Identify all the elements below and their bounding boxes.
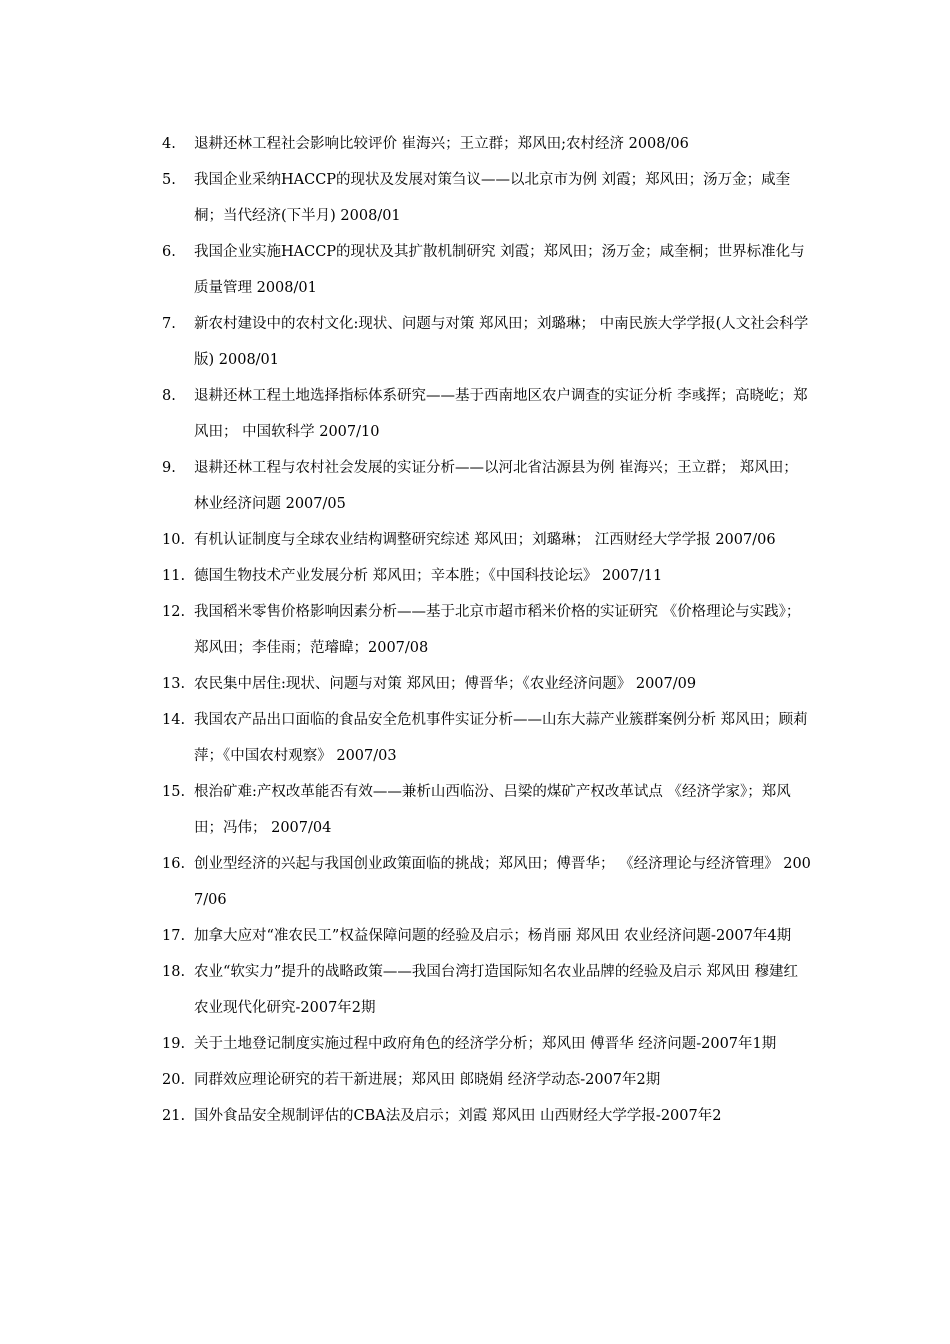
reference-item (162, 1026, 812, 1062)
reference-list (162, 126, 812, 1134)
reference-text: 退耕还林工程社会影响比较评价 崔海兴；王立群；郑风田;农村经济 2008/06 (194, 136, 689, 152)
reference-text: 我国企业实施HACCP的现状及其扩散机制研究 刘霞；郑风田；汤万金；咸奎桐；世界标准化与质量管理 2008/01 (194, 244, 805, 296)
reference-number: 12. (162, 604, 186, 620)
reference-item (162, 846, 812, 918)
reference-number: 9. (162, 460, 176, 476)
reference-item (162, 954, 812, 1026)
reference-text: 加拿大应对“准农民工”权益保障问题的经验及启示；杨肖丽 郑风田 农业经济问题-2007年4期 (194, 928, 792, 944)
reference-text: 国外食品安全规制评估的CBA法及启示；刘霞 郑风田 山西财经大学学报-2007年2 (194, 1108, 722, 1124)
reference-number: 21. (162, 1108, 186, 1124)
reference-item (162, 774, 812, 846)
reference-text: 有机认证制度与全球农业结构调整研究综述 郑风田；刘璐琳； 江西财经大学学报 2007/06 (194, 532, 776, 548)
reference-item (162, 126, 812, 162)
reference-number: 6. (162, 244, 176, 260)
reference-text: 根治矿难:产权改革能否有效——兼析山西临汾、吕梁的煤矿产权改革试点 《经济学家》；郑风田；冯伟； 2007/04 (194, 784, 791, 836)
reference-item (162, 234, 812, 306)
reference-text: 德国生物技术产业发展分析 郑风田；辛本胜；《中国科技论坛》 2007/11 (194, 568, 663, 584)
reference-item (162, 666, 812, 702)
reference-number: 11. (162, 568, 186, 584)
reference-text: 农业“软实力”提升的战略政策——我国台湾打造国际知名农业品牌的经验及启示 郑风田 穆建红 农业现代化研究-2007年2期 (194, 964, 799, 1016)
reference-number: 4. (162, 136, 176, 152)
reference-number: 19. (162, 1036, 186, 1052)
reference-item (162, 522, 812, 558)
reference-number: 5. (162, 172, 176, 188)
reference-number: 18. (162, 964, 186, 980)
reference-number: 20. (162, 1072, 186, 1088)
reference-text: 创业型经济的兴起与我国创业政策面临的挑战；郑风田；傅晋华； 《经济理论与经济管理》 2007/06 (194, 856, 811, 908)
reference-text: 新农村建设中的农村文化:现状、问题与对策 郑风田；刘璐琳； 中南民族大学学报(人文社会科学版) 2008/01 (194, 316, 809, 368)
reference-text: 同群效应理论研究的若干新进展；郑风田 郎晓娟 经济学动态-2007年2期 (194, 1072, 661, 1088)
reference-text: 我国农产品出口面临的食品安全危机事件实证分析——山东大蒜产业簇群案例分析 郑风田；顾莉萍；《中国农村观察》 2007/03 (194, 712, 808, 764)
reference-item (162, 702, 812, 774)
reference-number: 15. (162, 784, 186, 800)
reference-item (162, 558, 812, 594)
reference-number: 8. (162, 388, 176, 404)
reference-text: 关于土地登记制度实施过程中政府角色的经济学分析；郑风田 傅晋华 经济问题-2007年1期 (194, 1036, 777, 1052)
reference-item (162, 378, 812, 450)
reference-item (162, 306, 812, 378)
reference-number: 16. (162, 856, 186, 872)
reference-item (162, 162, 812, 234)
reference-number: 14. (162, 712, 186, 728)
reference-item (162, 1062, 812, 1098)
reference-item (162, 1098, 812, 1134)
reference-text: 我国企业采纳HACCP的现状及发展对策刍议——以北京市为例 刘霞；郑风田；汤万金；咸奎桐；当代经济(下半月) 2008/01 (194, 172, 791, 224)
reference-number: 17. (162, 928, 186, 944)
reference-number: 7. (162, 316, 176, 332)
reference-text: 退耕还林工程土地选择指标体系研究——基于西南地区农户调查的实证分析 李彧挥；高晓屹；郑风田； 中国软科学 2007/10 (194, 388, 808, 440)
reference-number: 10. (162, 532, 186, 548)
reference-item (162, 918, 812, 954)
reference-number: 13. (162, 676, 186, 692)
reference-text: 退耕还林工程与农村社会发展的实证分析——以河北省沽源县为例 崔海兴；王立群； 郑风田；林业经济问题 2007/05 (194, 460, 798, 512)
reference-text: 我国稻米零售价格影响因素分析——基于北京市超市稻米价格的实证研究 《价格理论与实践》；郑风田；李佳雨；范璿暐；2007/08 (194, 604, 801, 656)
reference-text: 农民集中居住:现状、问题与对策 郑风田；傅晋华；《农业经济问题》 2007/09 (194, 676, 697, 692)
reference-item (162, 450, 812, 522)
reference-item (162, 594, 812, 666)
